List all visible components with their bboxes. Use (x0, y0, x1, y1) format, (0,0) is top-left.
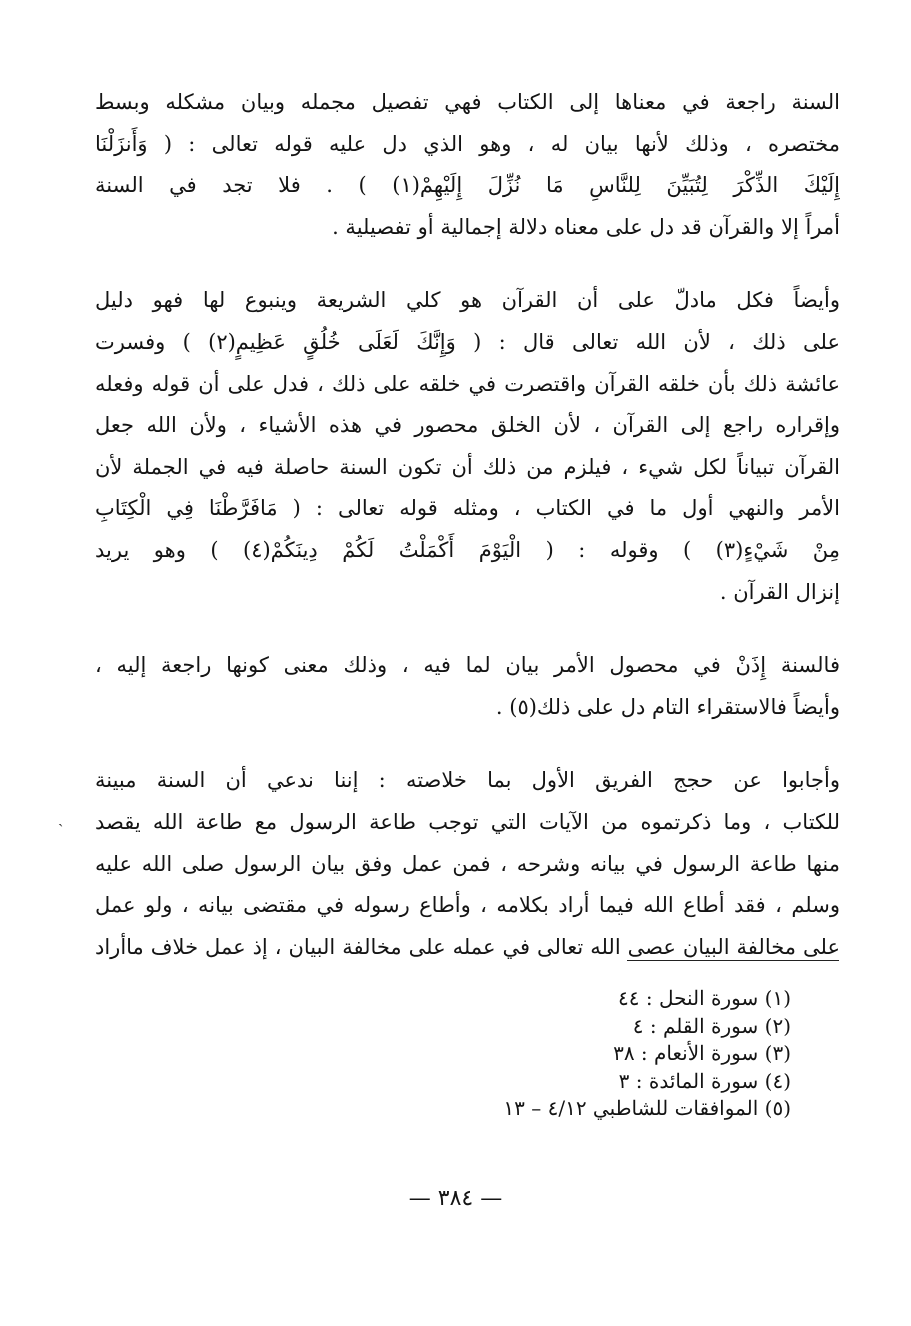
text-line: إِلَيْكَ الذِّكْرَ لِتُبَيِّنَ لِلنَّاسِ مَا نُزِّلَ إِلَيْهِمْ(١) ) . فلا تجد في السنة (95, 173, 840, 198)
footnote: (١) سورة النحل : ٤٤ (618, 986, 791, 1010)
paragraph-4 (95, 760, 840, 968)
margin-tick: ˎ (58, 808, 64, 827)
text-line: القرآن تبياناً لكل شيء ، فيلزم من ذلك أن تكون السنة حاصلة فيه في الجملة لأن (95, 454, 840, 479)
text-line: للكتاب ، وما ذكرتموه من الآيات التي توجب طاعة الرسول مع طاعة الله يقصد (95, 809, 840, 834)
text-line: وأجابوا عن حجج الفريق الأول بما خلاصته : إننا ندعي أن السنة مبينة (95, 768, 840, 793)
footnote: (٤) سورة المائدة : ٣ (618, 1068, 791, 1093)
footnote: (٣) سورة الأنعام : ٣٨ (613, 1041, 791, 1065)
text-line: أمراً إلا والقرآن قد دل على معناه دلالة إجمالية أو تفصيلية . (332, 214, 840, 239)
text-line: على ذلك ، لأن الله تعالى قال : ( وَإِنَّكَ لَعَلَى خُلُقٍ عَظِيمٍ(٢) ) وفسرت (95, 329, 840, 354)
text-line: السنة راجعة في معناها إلى الكتاب فهي تفصيل مجمله وبيان مشكله وبسط (95, 90, 840, 114)
paragraph-2 (95, 280, 840, 613)
text-line: على مخالفة البيان عصى الله تعالى في عمله على مخالفة البيان ، إذ عمل خلاف ماأراد (95, 934, 840, 959)
paragraph-1 (95, 82, 840, 248)
text-line: وأيضاً فالاستقراء التام دل على ذلك(٥) . (495, 694, 840, 719)
text-line: عائشة ذلك بأن خلقه القرآن واقتصرت في خلقه على ذلك ، فدل على أن قوله وفعله (95, 371, 840, 396)
text-line: وسلم ، فقد أطاع الله فيما أراد بكلامه ، وأطاع رسوله في مقتضى بيانه ، ولو عمل (95, 893, 840, 918)
text-line: مختصره ، وذلك لأنها بيان له ، وهو الذي دل عليه قوله تعالى : ( وَأَنزَلْنَا (95, 131, 840, 156)
text-line: منها طاعة الرسول في بيانه وشرحه ، فمن عمل وفق بيان الرسول صلى الله عليه (95, 851, 840, 876)
text-line: إنزال القرآن . (719, 579, 840, 604)
footnote-divider (627, 960, 839, 961)
footnote: (٢) سورة القلم : ٤ (632, 1013, 791, 1038)
paragraph-3 (95, 645, 840, 728)
page-number: — ٣٨٤ — (408, 1186, 503, 1211)
text-line: مِنْ شَيْءٍ(٣) ) وقوله : ( الْيَوْمَ أَكْمَلْتُ لَكُمْ دِينَكُمْ(٤) ) وهو يريد (95, 537, 840, 562)
footnotes (391, 985, 791, 1123)
main-text (95, 82, 840, 1000)
text-line: وأيضاً فكل مادلّ على أن القرآن هو كلي الشريعة وينبوع لها فهو دليل (95, 288, 840, 313)
footnote: (٥) الموافقات للشاطبي ٤/١٢ – ١٣ (503, 1096, 791, 1120)
text-line: فالسنة إِذَنْ في محصول الأمر بيان لما فيه ، وذلك معنى كونها راجعة إليه ، (95, 653, 840, 678)
text-line: الأمر والنهي أول ما في الكتاب ، ومثله قوله تعالى : ( مَافَرَّطْنَا فِي الْكِتَابِ (95, 496, 840, 521)
text-line: وإقراره راجع إلى القرآن ، لأن الخلق محصور في هذه الأشياء ، ولأن الله جعل (95, 413, 840, 438)
